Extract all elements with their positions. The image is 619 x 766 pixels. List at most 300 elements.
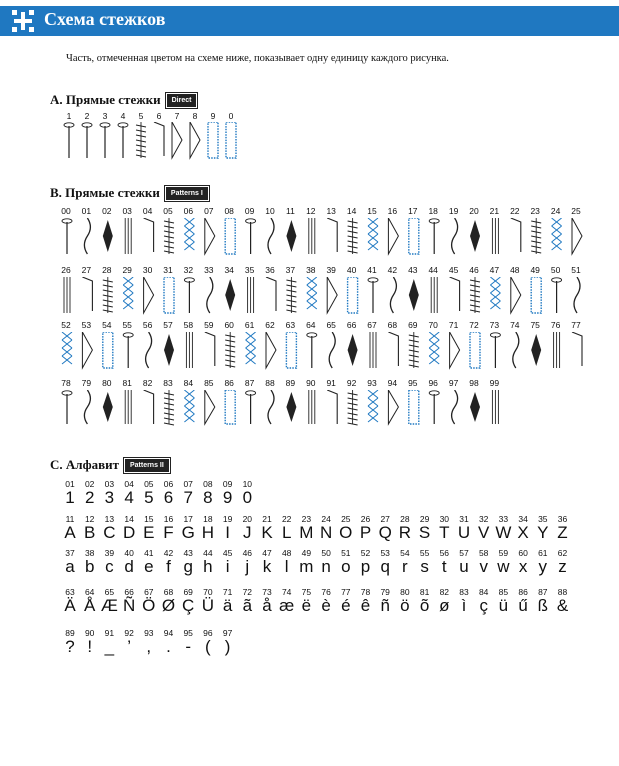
stitch-pattern-icon — [429, 391, 439, 424]
pattern-number-label: 52 — [61, 320, 71, 330]
stitch-pattern-icon — [62, 391, 72, 424]
alphabet-number-label: 75 — [301, 587, 312, 597]
pattern-number-label: 14 — [346, 206, 357, 216]
stitch-pattern-icon — [84, 390, 90, 424]
pattern-number-label: 18 — [428, 206, 438, 216]
pattern-number-label: 04 — [142, 206, 153, 216]
stitch-pattern-icon — [144, 390, 154, 424]
alphabet-number-label: 70 — [203, 587, 213, 597]
alphabet-character: p — [360, 557, 371, 576]
pattern-number-label: 95 — [408, 378, 418, 388]
pattern-number-label: 89 — [285, 378, 296, 388]
stitch-pattern-icon — [246, 219, 256, 254]
alphabet-character: G — [181, 523, 195, 542]
alphabet-number-label: 72 — [242, 587, 253, 597]
pattern-number-label: 55 — [122, 320, 132, 330]
alphabet-character: ? — [65, 637, 75, 656]
stitch-number-label: 4 — [120, 111, 126, 121]
alphabet-number-label: 54 — [400, 548, 410, 558]
stitch-number-label: 7 — [174, 111, 180, 121]
alphabet-number-label: 65 — [104, 587, 115, 597]
alphabet-character: 3 — [104, 488, 115, 507]
alphabet-number-label: 96 — [203, 628, 213, 638]
alphabet-number-label: 69 — [183, 587, 193, 597]
alphabet-character: Q — [378, 523, 392, 542]
alphabet-character: 6 — [163, 488, 174, 507]
alphabet-character: ê — [360, 596, 371, 615]
alphabet-number-label: 80 — [400, 587, 410, 597]
alphabet-number-label: 12 — [84, 514, 95, 524]
stitch-pattern-icon — [225, 279, 235, 311]
pattern-number-label: 70 — [428, 320, 438, 330]
pattern-number-label: 83 — [163, 378, 173, 388]
stitch-pattern-icon — [184, 278, 194, 313]
alphabet-character: Ä — [64, 596, 76, 615]
pattern-number-label: 41 — [367, 265, 377, 275]
alphabet-number-label: 53 — [380, 548, 390, 558]
alphabet-number-label: 44 — [203, 548, 213, 558]
pattern-number-label: 19 — [448, 206, 459, 216]
stitch-pattern-icon — [286, 277, 296, 313]
stitch-pattern-icon — [248, 277, 254, 313]
stitch-pattern-icon — [286, 220, 296, 252]
pattern-number-label: 03 — [122, 206, 132, 216]
alphabet-character: è — [321, 596, 331, 615]
stitch-pattern-icon — [268, 390, 274, 424]
pattern-number-label: 20 — [469, 206, 479, 216]
pattern-number-label: 91 — [326, 378, 336, 388]
stitch-pattern-icon — [492, 390, 498, 424]
alphabet-character: ä — [222, 596, 233, 615]
alphabet-character: å — [262, 596, 272, 615]
pattern-number-label: 43 — [408, 265, 418, 275]
alphabet-character: t — [441, 557, 447, 576]
alphabet-character: P — [359, 523, 372, 542]
stitch-pattern-icon — [470, 220, 480, 252]
stitch-pattern-icon — [450, 332, 460, 368]
stitch-pattern-icon — [452, 218, 458, 254]
stitch-pattern-icon — [309, 390, 315, 424]
alphabet-character: I — [225, 523, 230, 542]
pattern-number-label: 37 — [285, 265, 296, 275]
alphabet-character: j — [245, 557, 250, 576]
alphabet-character: ø — [439, 596, 450, 615]
stitch-pattern-icon — [327, 390, 337, 424]
alphabet-character: s — [420, 557, 429, 576]
pattern-number-label: 58 — [183, 320, 194, 330]
alphabet-character: ö — [400, 596, 410, 615]
alphabet-number-label: 90 — [84, 628, 95, 638]
pattern-number-label: 32 — [183, 265, 194, 275]
alphabet-character: õ — [419, 596, 430, 615]
stitch-pattern-icon — [62, 219, 72, 254]
alphabet-number-label: 07 — [183, 479, 193, 489]
pattern-number-label: 02 — [102, 206, 112, 216]
pattern-number-label: 34 — [224, 265, 234, 275]
alphabet-character: a — [65, 557, 75, 576]
alphabet-number-label: 68 — [163, 587, 174, 597]
stitch-pattern-icon — [531, 277, 541, 313]
direct-badge: Direct — [167, 94, 197, 107]
alphabet-character: O — [339, 523, 353, 542]
stitch-pattern-icon — [370, 332, 376, 368]
alphabet-number-label: 27 — [380, 514, 390, 524]
section-b-heading — [50, 185, 208, 201]
stitch-pattern-icon — [429, 219, 439, 254]
stitch-pattern-icon — [172, 122, 182, 158]
pattern-number-label: 23 — [530, 206, 540, 216]
alphabet-character: Ü — [201, 596, 215, 615]
stitch-pattern-icon — [205, 390, 215, 424]
alphabet-character: ë — [301, 596, 312, 615]
alphabet-number-label: 48 — [281, 548, 292, 558]
alphabet-number-label: 94 — [163, 628, 174, 638]
alphabet-character: _ — [104, 637, 115, 656]
stitch-pattern-icon — [348, 277, 358, 313]
stitch-pattern-icon — [136, 122, 146, 158]
stitch-pattern-icon — [266, 277, 276, 311]
stitch-number-label: 1 — [66, 111, 72, 121]
alphabet-character: 7 — [183, 488, 193, 507]
pattern-number-label: 59 — [204, 320, 214, 330]
pattern-number-label: 92 — [346, 378, 357, 388]
alphabet-number-label: 49 — [301, 548, 312, 558]
pattern-stitch-row — [60, 218, 600, 262]
cross-icon — [10, 8, 36, 34]
pattern-number-label: 00 — [61, 206, 71, 216]
alphabet-number-label: 40 — [124, 548, 134, 558]
pattern-number-label: 85 — [204, 378, 214, 388]
stitch-pattern-icon — [409, 279, 419, 311]
alphabet-character: ü — [498, 596, 509, 615]
alphabet-number-label: 84 — [478, 587, 489, 597]
pattern-number-label: 99 — [489, 378, 500, 388]
alphabet-number-label: 86 — [518, 587, 528, 597]
alphabet-character: U — [457, 523, 471, 542]
alphabet-number-label: 23 — [301, 514, 312, 524]
stitch-pattern-icon — [327, 218, 337, 252]
pattern-number-label: 72 — [469, 320, 479, 330]
alphabet-character: e — [144, 557, 154, 576]
stitch-pattern-icon — [246, 332, 256, 364]
alphabet-character: & — [556, 596, 569, 615]
stitch-pattern-icon — [309, 218, 315, 254]
stitch-number-label: 9 — [210, 111, 216, 121]
pattern-number-label: 56 — [142, 320, 153, 330]
alphabet-number-label: 78 — [360, 587, 371, 597]
stitch-pattern-icon — [511, 218, 521, 252]
alphabet-number-label: 31 — [459, 514, 469, 524]
alphabet-number-label: 02 — [84, 479, 95, 489]
stitch-pattern-icon — [164, 390, 174, 425]
stitch-pattern-icon — [286, 392, 296, 422]
stitch-pattern-icon — [348, 334, 358, 366]
stitch-number-label: 3 — [102, 111, 108, 121]
pattern-number-label: 86 — [224, 378, 234, 388]
pattern-number-label: 12 — [306, 206, 316, 216]
stitch-number-label: 5 — [138, 111, 144, 121]
stitch-pattern-icon — [123, 277, 133, 309]
alphabet-number-label: 41 — [144, 548, 154, 558]
stitch-pattern-icon — [368, 390, 378, 422]
pattern-number-label: 38 — [306, 265, 316, 275]
pattern-number-label: 39 — [326, 265, 336, 275]
pattern-stitch-row — [60, 277, 600, 321]
alphabet-character: N — [319, 523, 333, 542]
alphabet-character: d — [124, 557, 134, 576]
alphabet-character: f — [166, 557, 171, 576]
alphabet-character: é — [341, 596, 351, 615]
alphabet-number-label: 11 — [65, 514, 75, 524]
alphabet-character: r — [402, 557, 408, 576]
alphabet-number-label: 06 — [163, 479, 174, 489]
pattern-number-label: 90 — [306, 378, 316, 388]
alphabet-character: 0 — [242, 488, 253, 507]
alphabet-number-label: 64 — [84, 587, 95, 597]
stitch-number-label: 6 — [156, 111, 162, 121]
stitch-pattern-icon — [431, 277, 437, 313]
stitch-pattern-icon — [205, 332, 215, 366]
alphabet-number-label: 32 — [478, 514, 489, 524]
alphabet-number-label: 95 — [183, 628, 193, 638]
stitch-pattern-icon — [572, 218, 582, 254]
alphabet-character: ì — [461, 596, 467, 615]
stitch-pattern-icon — [554, 332, 560, 368]
page-title: Схема стежков — [44, 9, 166, 29]
alphabet-character: ! — [87, 637, 93, 656]
alphabet-number-label: 61 — [538, 548, 548, 558]
pattern-number-label: 10 — [265, 206, 275, 216]
alphabet-number-label: 50 — [321, 548, 331, 558]
pattern-number-label: 36 — [265, 265, 275, 275]
alphabet-number-label: 82 — [439, 587, 450, 597]
stitch-pattern-icon — [268, 218, 274, 254]
alphabet-number-label: 36 — [557, 514, 568, 524]
alphabet-number-label: 91 — [104, 628, 115, 638]
alphabet-number-label: 29 — [419, 514, 430, 524]
alphabet-number-label: 14 — [124, 514, 134, 524]
alphabet-number-label: 67 — [144, 587, 154, 597]
alphabet-character: A — [64, 523, 76, 542]
alphabet-number-label: 88 — [557, 587, 568, 597]
stitch-pattern-icon — [62, 332, 72, 364]
alphabet-number-label: 20 — [242, 514, 253, 524]
pattern-number-label: 97 — [448, 378, 459, 388]
alphabet-number-label: 08 — [203, 479, 213, 489]
stitch-pattern-icon — [450, 277, 460, 311]
stitch-pattern-icon — [246, 391, 256, 424]
alphabet-number-label: 57 — [459, 548, 469, 558]
stitch-pattern-icon — [144, 218, 154, 252]
pattern-number-label: 66 — [346, 320, 357, 330]
alphabet-number-label: 34 — [518, 514, 528, 524]
alphabet-number-label: 10 — [242, 479, 253, 489]
pattern-number-label: 62 — [265, 320, 275, 330]
stitch-pattern-icon — [452, 390, 458, 424]
pattern-number-label: 82 — [142, 378, 153, 388]
pattern-number-label: 48 — [510, 265, 520, 275]
alphabet-character: y — [538, 557, 548, 576]
alphabet-number-label: 71 — [222, 587, 233, 597]
pattern-number-label: 44 — [428, 265, 438, 275]
alphabet-character: C — [103, 523, 116, 542]
alphabet-character: ) — [224, 637, 231, 656]
pattern-number-label: 74 — [510, 320, 520, 330]
alphabet-number-label: 30 — [439, 514, 450, 524]
alphabet-number-label: 03 — [104, 479, 115, 489]
alphabet-character: m — [299, 557, 314, 576]
title-bar — [0, 6, 619, 36]
alphabet-character: z — [558, 557, 567, 576]
alphabet-character: k — [262, 557, 272, 576]
pattern-number-label: 09 — [244, 206, 255, 216]
stitch-pattern-icon — [490, 277, 500, 309]
alphabet-number-label: 47 — [262, 548, 272, 558]
stitch-pattern-icon — [64, 277, 70, 313]
stitch-pattern-icon — [348, 218, 358, 254]
alphabet-character: æ — [279, 596, 295, 615]
stitch-pattern-icon — [266, 332, 276, 368]
stitch-pattern-icon — [225, 390, 235, 424]
alphabet-character: ã — [242, 596, 253, 615]
pattern-number-label: 64 — [306, 320, 316, 330]
stitch-pattern-icon — [409, 218, 419, 254]
stitch-pattern-icon — [164, 277, 174, 313]
pattern-number-label: 75 — [530, 320, 540, 330]
stitch-pattern-icon — [226, 122, 236, 158]
pattern-number-label: 07 — [204, 206, 214, 216]
pattern-number-label: 05 — [163, 206, 173, 216]
stitch-pattern-icon — [307, 333, 317, 368]
alphabet-number-label: 81 — [419, 587, 430, 597]
pattern-number-label: 73 — [489, 320, 500, 330]
pattern-number-label: 15 — [367, 206, 377, 216]
alphabet-character: 1 — [65, 488, 75, 507]
pattern-number-label: 98 — [469, 378, 479, 388]
stitch-pattern-icon — [492, 218, 498, 254]
alphabet-number-label: 43 — [183, 548, 193, 558]
alphabet-number-label: 74 — [281, 587, 292, 597]
pattern-number-label: 93 — [367, 378, 377, 388]
alphabet-number-label: 24 — [321, 514, 331, 524]
pattern-number-label: 11 — [285, 206, 295, 216]
pattern-number-label: 94 — [387, 378, 398, 388]
alphabet-number-label: 92 — [124, 628, 134, 638]
stitch-pattern-icon — [470, 332, 480, 368]
stitch-number-label: 2 — [84, 111, 90, 121]
patterns-ii-badge: Patterns II — [125, 459, 169, 472]
pattern-stitch-row — [60, 332, 600, 376]
alphabet-character: i — [225, 557, 230, 576]
alphabet-number-label: 05 — [144, 479, 154, 489]
stitch-pattern-icon — [164, 334, 174, 366]
alphabet-number-label: 13 — [104, 514, 115, 524]
pattern-number-label: 57 — [163, 320, 173, 330]
stitch-pattern-icon — [327, 277, 337, 313]
pattern-number-label: 13 — [326, 206, 336, 216]
stitch-pattern-icon — [144, 277, 154, 313]
pattern-number-label: 28 — [102, 265, 112, 275]
pattern-number-label: 17 — [408, 206, 418, 216]
pattern-number-label: 84 — [183, 378, 194, 388]
stitch-pattern-icon — [470, 392, 480, 422]
alphabet-character: E — [143, 523, 155, 542]
pattern-number-label: 77 — [571, 320, 581, 330]
stitch-pattern-icon — [103, 277, 113, 313]
alphabet-number-label: 51 — [341, 548, 351, 558]
alphabet-number-label: 46 — [242, 548, 253, 558]
stitch-pattern-icon — [103, 392, 113, 422]
alphabet-number-label: 66 — [124, 587, 134, 597]
stitch-pattern-icon — [207, 277, 213, 313]
stitch-pattern-icon — [82, 277, 92, 311]
pattern-number-label: 96 — [428, 378, 438, 388]
alphabet-number-label: 58 — [478, 548, 489, 558]
stitch-pattern-icon — [154, 122, 164, 156]
alphabet-character: M — [299, 523, 314, 542]
stitch-pattern-icon — [225, 218, 235, 254]
pattern-number-label: 69 — [408, 320, 418, 330]
alphabet-number-label: 09 — [222, 479, 233, 489]
alphabet-number-label: 35 — [538, 514, 548, 524]
pattern-number-label: 53 — [81, 320, 92, 330]
stitch-pattern-icon — [307, 277, 317, 309]
alphabet-character: x — [518, 557, 528, 576]
patterns-i-badge: Patterns I — [166, 187, 208, 200]
section-b-title: B. Прямые стежки — [50, 185, 160, 200]
pattern-number-label: 71 — [448, 320, 459, 330]
pattern-number-label: 26 — [61, 265, 71, 275]
pattern-number-label: 79 — [81, 378, 92, 388]
alphabet-character: , — [146, 637, 152, 656]
section-a-heading — [50, 92, 196, 108]
alphabet-number-label: 42 — [163, 548, 174, 558]
alphabet-character: ’ — [127, 637, 131, 656]
stitch-pattern-icon — [100, 123, 110, 158]
alphabet-character: 5 — [144, 488, 154, 507]
stitch-pattern-icon — [205, 218, 215, 254]
pattern-number-label: 40 — [346, 265, 357, 275]
section-a-stitch-row — [63, 122, 273, 162]
stitch-pattern-icon — [286, 332, 296, 368]
stitch-pattern-icon — [572, 332, 582, 366]
alphabet-character: n — [321, 557, 331, 576]
intro-text: Часть, отмеченная цветом на схеме ниже, показывает одну единицу каждого рисунка. — [66, 53, 449, 64]
stitch-pattern-icon — [190, 122, 200, 158]
pattern-number-label: 27 — [81, 265, 92, 275]
stitch-pattern-icon — [125, 218, 131, 254]
alphabet-character: u — [459, 557, 469, 576]
pattern-number-label: 81 — [122, 378, 132, 388]
stitch-pattern-icon — [574, 277, 580, 313]
alphabet-number-label: 19 — [222, 514, 233, 524]
stitch-pattern-icon — [82, 332, 92, 368]
pattern-number-label: 47 — [489, 265, 500, 275]
pattern-number-label: 22 — [510, 206, 520, 216]
alphabet-character: Ö — [142, 596, 156, 615]
pattern-number-label: 54 — [102, 320, 112, 330]
stitch-pattern-icon — [552, 278, 562, 313]
alphabet-number-label: 93 — [144, 628, 154, 638]
alphabet-number-label: 33 — [498, 514, 509, 524]
alphabet-number-label: 37 — [65, 548, 75, 558]
alphabet-character: W — [495, 523, 512, 542]
pattern-number-label: 51 — [571, 265, 581, 275]
alphabet-character: Ø — [161, 596, 176, 615]
pattern-number-label: 25 — [571, 206, 581, 216]
stitch-pattern-icon — [348, 390, 358, 425]
alphabet-character: - — [185, 637, 192, 656]
